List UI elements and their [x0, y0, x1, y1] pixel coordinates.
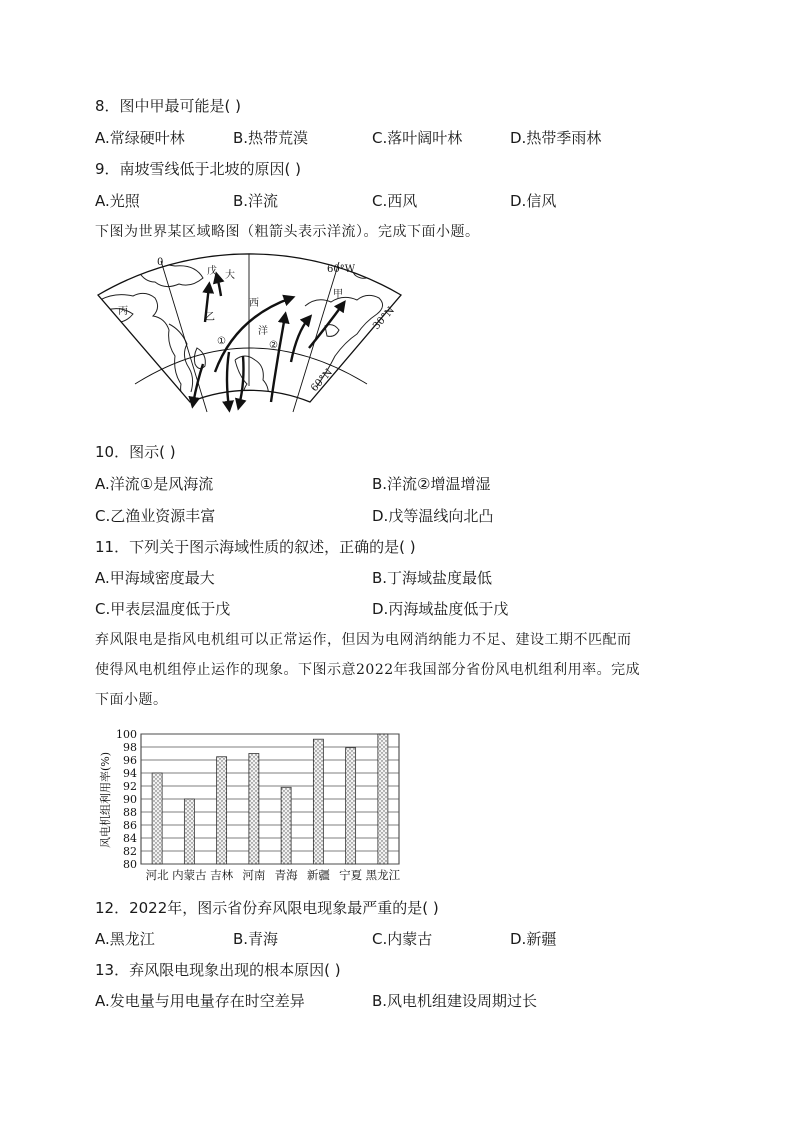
- map-label-current-2: ②: [269, 340, 278, 351]
- x-tick-label: 吉林: [210, 868, 234, 882]
- y-tick-label: 80: [123, 858, 137, 871]
- y-tick-label: 94: [123, 767, 137, 780]
- map-label-60n: 60°N: [309, 366, 335, 395]
- y-tick-label: 88: [123, 806, 137, 819]
- q10-option-b[interactable]: B.洋流②增温增湿: [372, 475, 491, 493]
- question-12-stem: 12．2022年，图示省份弃风限电现象最严重的是( ): [95, 899, 439, 917]
- q11-option-d[interactable]: D.丙海域盐度低于戊: [372, 600, 509, 618]
- map-label-current-1: ①: [217, 336, 226, 347]
- y-axis-label: 风电机组利用率(%): [99, 751, 112, 849]
- q11-option-b[interactable]: B.丁海域盐度最低: [372, 569, 493, 587]
- q8-option-d[interactable]: D.热带季雨林: [510, 129, 602, 147]
- question-8-stem: 8．图中甲最可能是( ): [95, 97, 242, 115]
- x-tick-label: 河南: [242, 868, 266, 882]
- map-label-jia: 甲: [333, 289, 343, 300]
- q13-option-b[interactable]: B.风电机组建设周期过长: [372, 992, 538, 1010]
- bar-1: [152, 773, 162, 864]
- y-tick-label: 100: [116, 728, 137, 741]
- map-label-da: 大: [225, 270, 235, 281]
- map-label-yi: 乙: [205, 312, 215, 323]
- map-label-wu: 戊: [207, 266, 217, 277]
- q10-option-d[interactable]: D.戊等温线向北凸: [372, 507, 494, 525]
- bar-2: [184, 799, 194, 864]
- bar-7: [346, 748, 356, 864]
- map-label-xi: 西: [249, 298, 259, 309]
- y-tick-label: 98: [123, 741, 137, 754]
- map-label-60w: 60°W: [327, 264, 356, 275]
- q12-option-b[interactable]: B.青海: [233, 930, 279, 948]
- chart-intro-line-2: 使得风电机组停止运作的现象。下图示意2022年我国部分省份风电机组利用率。完成: [95, 662, 641, 678]
- x-tick-label: 黑龙江: [365, 868, 401, 882]
- wind-utilization-bar-chart: [95, 722, 425, 888]
- q8-option-c[interactable]: C.落叶阔叶林: [372, 129, 463, 147]
- q12-option-c[interactable]: C.内蒙古: [372, 930, 433, 948]
- q11-option-c[interactable]: C.甲表层温度低于戊: [95, 600, 231, 618]
- chart-intro-line-3: 下面小题。: [95, 692, 168, 708]
- y-tick-label: 86: [123, 819, 137, 832]
- q10-option-c[interactable]: C.乙渔业资源丰富: [95, 507, 216, 525]
- ocean-current-map: [95, 252, 405, 430]
- q10-option-a[interactable]: A.洋流①是风海流: [95, 475, 214, 493]
- x-tick-label: 新疆: [306, 868, 330, 882]
- chart-intro-line-1: 弃风限电是指风电机组可以正常运作，但因为电网消纳能力不足、建设工期不匹配而: [95, 632, 632, 648]
- y-tick-label: 90: [123, 793, 137, 806]
- q12-option-a[interactable]: A.黑龙江: [95, 930, 155, 948]
- y-tick-label: 96: [123, 754, 137, 767]
- map-intro-text: 下图为世界某区域略图（粗箭头表示洋流）。完成下面小题。: [95, 224, 480, 240]
- bar-5: [281, 787, 291, 864]
- y-tick-label: 84: [123, 832, 137, 845]
- bar-4: [249, 754, 259, 865]
- q9-option-c[interactable]: C.西风: [372, 192, 418, 210]
- q11-option-a[interactable]: A.甲海域密度最大: [95, 569, 215, 587]
- x-tick-label: 宁夏: [339, 868, 363, 882]
- y-tick-label: 92: [123, 780, 137, 793]
- map-label-lon0: 0: [157, 257, 164, 268]
- map-label-bing: 丙: [118, 306, 128, 317]
- q13-option-a[interactable]: A.发电量与用电量存在时空差异: [95, 992, 305, 1010]
- q12-option-d[interactable]: D.新疆: [510, 930, 557, 948]
- q8-option-a[interactable]: A.常绿硬叶林: [95, 129, 185, 147]
- bar-8: [378, 734, 388, 864]
- bar-3: [217, 757, 227, 864]
- y-tick-label: 82: [123, 845, 137, 858]
- q9-option-d[interactable]: D.信风: [510, 192, 557, 210]
- q9-option-b[interactable]: B.洋流: [233, 192, 279, 210]
- x-tick-label: 河北: [145, 868, 169, 882]
- question-9-stem: 9．南坡雪线低于北坡的原因( ): [95, 160, 302, 178]
- q8-option-b[interactable]: B.热带荒漠: [233, 129, 309, 147]
- x-tick-label: 内蒙古: [172, 868, 207, 882]
- map-label-yang: 洋: [258, 326, 268, 337]
- question-11-stem: 11．下列关于图示海域性质的叙述，正确的是( ): [95, 538, 416, 556]
- question-10-stem: 10．图示( ): [95, 443, 176, 461]
- question-13-stem: 13．弃风限电现象出现的根本原因( ): [95, 961, 341, 979]
- q9-option-a[interactable]: A.光照: [95, 192, 140, 210]
- bar-6: [313, 739, 323, 864]
- x-tick-label: 青海: [274, 868, 298, 882]
- map-label-30n: 30°N: [371, 304, 397, 333]
